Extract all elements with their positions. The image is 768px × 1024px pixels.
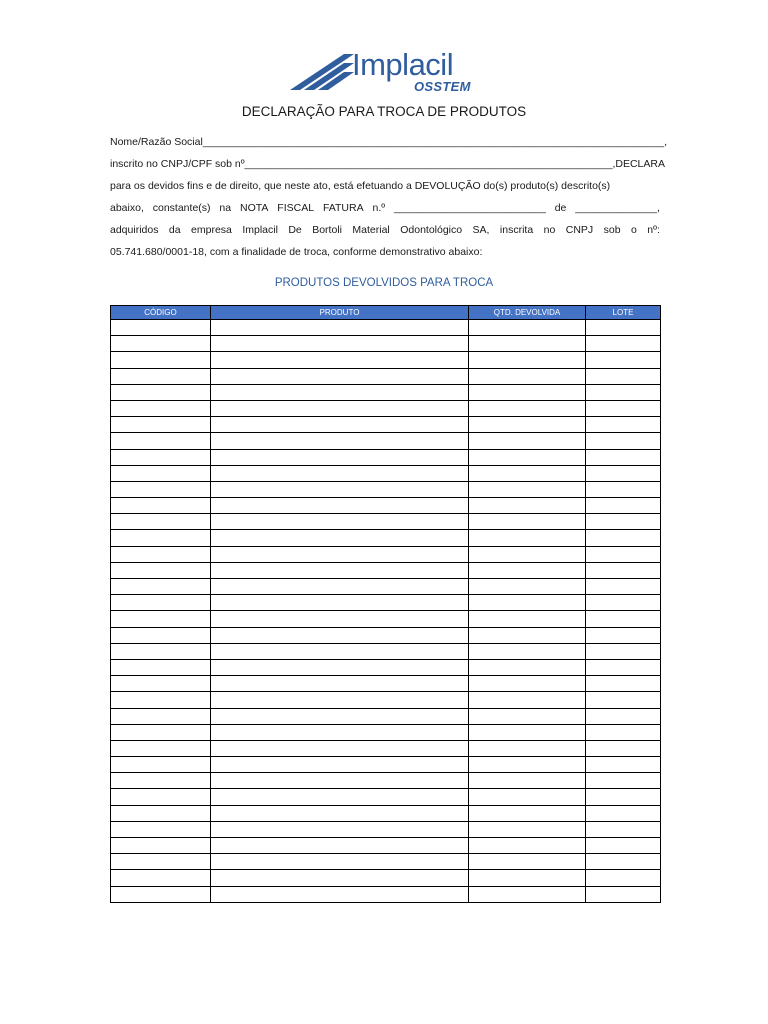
table-cell[interactable] <box>469 740 586 756</box>
table-cell[interactable] <box>586 627 661 643</box>
table-cell[interactable] <box>469 773 586 789</box>
declaration-text: adquiridos <box>110 224 159 236</box>
table-row <box>111 692 661 708</box>
declaration-text: Material <box>352 224 390 236</box>
declaration-text: na <box>219 202 232 214</box>
table-cell[interactable] <box>469 579 586 595</box>
declaration-text: da <box>168 224 181 236</box>
table-cell[interactable] <box>111 708 211 724</box>
declaration-text: inscrita <box>499 224 534 236</box>
table-cell[interactable] <box>586 368 661 384</box>
table-row <box>111 465 661 481</box>
table-cell[interactable] <box>586 838 661 854</box>
declaration-text: inscrito no CNPJ/CPF sob nº_______________________________________________________________,DECLARA <box>110 158 665 170</box>
table-cell[interactable] <box>111 384 211 400</box>
table-cell[interactable] <box>469 320 586 336</box>
table-row <box>111 546 661 562</box>
table-cell[interactable] <box>469 838 586 854</box>
declaration-text: constante(s) <box>152 202 211 214</box>
table-cell[interactable] <box>111 530 211 546</box>
table-row <box>111 854 661 870</box>
table-cell[interactable] <box>586 562 661 578</box>
table-cell[interactable] <box>111 449 211 465</box>
declaration-text: Implacil <box>242 224 278 236</box>
table-row <box>111 724 661 740</box>
declaration-text: FATURA <box>322 202 364 214</box>
declaration-line <box>110 158 665 171</box>
declaration-line <box>110 180 660 193</box>
table-cell[interactable] <box>111 352 211 368</box>
table-cell[interactable] <box>586 659 661 675</box>
table-row <box>111 789 661 805</box>
table-row <box>111 320 661 336</box>
table-row <box>111 498 661 514</box>
table-cell[interactable] <box>469 449 586 465</box>
declaration-line <box>110 136 668 149</box>
table-row <box>111 708 661 724</box>
table-row <box>111 773 661 789</box>
table-cell[interactable] <box>111 595 211 611</box>
table-cell[interactable] <box>211 595 469 611</box>
table-cell[interactable] <box>211 805 469 821</box>
declaration-text: Nome/Razão Social_______________________________________________________________________________, <box>110 136 668 148</box>
table-cell[interactable] <box>111 643 211 659</box>
table-cell[interactable] <box>111 870 211 886</box>
table-row <box>111 886 661 902</box>
table-row <box>111 384 661 400</box>
table-cell[interactable] <box>211 514 469 530</box>
table-cell[interactable] <box>211 611 469 627</box>
table-cell[interactable] <box>469 886 586 902</box>
table-cell[interactable] <box>586 336 661 352</box>
declaration-text: empresa <box>191 224 232 236</box>
table-cell[interactable] <box>469 757 586 773</box>
table-cell[interactable] <box>211 352 469 368</box>
logo-stripes-icon <box>290 50 356 92</box>
table-cell[interactable] <box>586 579 661 595</box>
table-cell[interactable] <box>586 595 661 611</box>
table-cell[interactable] <box>586 546 661 562</box>
table-cell[interactable] <box>111 627 211 643</box>
table-cell[interactable] <box>586 320 661 336</box>
table-row <box>111 400 661 416</box>
table-cell[interactable] <box>211 498 469 514</box>
table-cell[interactable] <box>111 562 211 578</box>
table-cell[interactable] <box>111 740 211 756</box>
table-cell[interactable] <box>469 854 586 870</box>
table-row <box>111 514 661 530</box>
table-cell[interactable] <box>111 659 211 675</box>
table-cell[interactable] <box>211 659 469 675</box>
table-cell[interactable] <box>211 546 469 562</box>
products-table <box>110 305 661 903</box>
table-cell[interactable] <box>111 368 211 384</box>
table-cell[interactable] <box>586 805 661 821</box>
table-cell[interactable] <box>211 724 469 740</box>
table-cell[interactable] <box>586 854 661 870</box>
table-row <box>111 433 661 449</box>
declaration-text: Bortoli <box>312 224 342 236</box>
table-cell[interactable] <box>469 400 586 416</box>
table-row <box>111 740 661 756</box>
table-cell[interactable] <box>211 708 469 724</box>
table-row <box>111 530 661 546</box>
table-cell[interactable] <box>586 870 661 886</box>
table-cell[interactable] <box>211 676 469 692</box>
table-cell[interactable] <box>586 417 661 433</box>
column-header: PRODUTO <box>211 306 469 320</box>
table-cell[interactable] <box>111 400 211 416</box>
table-cell[interactable] <box>111 498 211 514</box>
table-cell[interactable] <box>586 740 661 756</box>
table-cell[interactable] <box>211 627 469 643</box>
table-row <box>111 481 661 497</box>
table-row <box>111 627 661 643</box>
table-cell[interactable] <box>111 320 211 336</box>
table-row <box>111 805 661 821</box>
declaration-line <box>110 202 660 215</box>
table-cell[interactable] <box>586 757 661 773</box>
table-row <box>111 579 661 595</box>
table-cell[interactable] <box>469 627 586 643</box>
table-cell[interactable] <box>211 320 469 336</box>
table-cell[interactable] <box>586 708 661 724</box>
table-cell[interactable] <box>469 417 586 433</box>
declaration-text: nº: <box>647 224 660 236</box>
table-cell[interactable] <box>111 579 211 595</box>
declaration-text: __________________________ <box>393 202 546 214</box>
table-cell[interactable] <box>111 789 211 805</box>
table-cell[interactable] <box>211 886 469 902</box>
table-cell[interactable] <box>586 886 661 902</box>
table-cell[interactable] <box>211 579 469 595</box>
table-row <box>111 838 661 854</box>
declaration-text: Odontológico <box>400 224 463 236</box>
table-cell[interactable] <box>586 465 661 481</box>
table-cell[interactable] <box>586 530 661 546</box>
table-row <box>111 676 661 692</box>
table-row <box>111 643 661 659</box>
table-cell[interactable] <box>586 724 661 740</box>
table-cell[interactable] <box>211 449 469 465</box>
table-cell[interactable] <box>211 336 469 352</box>
logo-sub-text: OSSTEM <box>414 79 471 94</box>
table-cell[interactable] <box>211 838 469 854</box>
table-cell[interactable] <box>586 692 661 708</box>
table-cell[interactable] <box>111 465 211 481</box>
table-cell[interactable] <box>211 481 469 497</box>
table-cell[interactable] <box>586 384 661 400</box>
table-cell[interactable] <box>469 433 586 449</box>
table-cell[interactable] <box>469 481 586 497</box>
table-cell[interactable] <box>111 692 211 708</box>
table-cell[interactable] <box>469 821 586 837</box>
table-cell[interactable] <box>469 659 586 675</box>
table-cell[interactable] <box>586 643 661 659</box>
logo-brand-text: Implacil <box>352 47 454 82</box>
table-cell[interactable] <box>586 676 661 692</box>
declaration-text: para os devidos fins e de direito, que neste ato, está efetuando a DEVOLUÇÃO do(s) produto(s) descrito(s) <box>110 180 611 192</box>
table-row <box>111 368 661 384</box>
table-cell[interactable] <box>111 611 211 627</box>
table-cell[interactable] <box>211 643 469 659</box>
table-cell[interactable] <box>469 498 586 514</box>
table-row <box>111 336 661 352</box>
table-cell[interactable] <box>469 336 586 352</box>
company-logo <box>290 47 480 94</box>
column-header: QTD. DEVOLVIDA <box>469 306 586 320</box>
table-cell[interactable] <box>211 740 469 756</box>
table-cell[interactable] <box>586 433 661 449</box>
table-cell[interactable] <box>211 465 469 481</box>
table-cell[interactable] <box>111 546 211 562</box>
table-row <box>111 611 661 627</box>
table-cell[interactable] <box>469 805 586 821</box>
table-cell[interactable] <box>469 465 586 481</box>
document-title: DECLARAÇÃO PARA TROCA DE PRODUTOS <box>241 104 527 119</box>
table-cell[interactable] <box>111 336 211 352</box>
table-cell[interactable] <box>211 433 469 449</box>
declaration-text: no <box>543 224 556 236</box>
table-cell[interactable] <box>469 611 586 627</box>
table-cell[interactable] <box>111 417 211 433</box>
table-cell[interactable] <box>111 886 211 902</box>
declaration-text: FISCAL <box>277 202 315 214</box>
table-cell[interactable] <box>111 805 211 821</box>
declaration-text: ______________, <box>575 202 660 214</box>
table-cell[interactable] <box>469 546 586 562</box>
table-cell[interactable] <box>111 854 211 870</box>
declaration-line <box>110 246 660 259</box>
declaration-text: n.º <box>372 202 386 214</box>
table-cell[interactable] <box>469 352 586 368</box>
table-row <box>111 449 661 465</box>
table-cell[interactable] <box>211 870 469 886</box>
declaration-text: sob <box>603 224 621 236</box>
table-cell[interactable] <box>586 789 661 805</box>
table-row <box>111 595 661 611</box>
table-cell[interactable] <box>586 400 661 416</box>
table-cell[interactable] <box>469 514 586 530</box>
table-cell[interactable] <box>211 854 469 870</box>
table-header-row <box>111 306 661 320</box>
table-cell[interactable] <box>211 368 469 384</box>
table-cell[interactable] <box>211 530 469 546</box>
table-cell[interactable] <box>211 773 469 789</box>
table-cell[interactable] <box>211 789 469 805</box>
declaration-text: CNPJ <box>565 224 594 236</box>
table-cell[interactable] <box>211 417 469 433</box>
declaration-text: SA, <box>472 224 490 236</box>
declaration-text: 05.741.680/0001-18, com a finalidade de troca, conforme demonstrativo abaixo: <box>110 246 483 258</box>
table-cell[interactable] <box>111 757 211 773</box>
table-cell[interactable] <box>469 643 586 659</box>
table-cell[interactable] <box>586 773 661 789</box>
table-cell[interactable] <box>111 676 211 692</box>
table-row <box>111 417 661 433</box>
table-cell[interactable] <box>586 481 661 497</box>
declaration-text: de <box>554 202 567 214</box>
table-cell[interactable] <box>586 449 661 465</box>
table-cell[interactable] <box>469 562 586 578</box>
table-cell[interactable] <box>586 514 661 530</box>
table-cell[interactable] <box>586 611 661 627</box>
table-cell[interactable] <box>111 821 211 837</box>
table-cell[interactable] <box>469 368 586 384</box>
table-cell[interactable] <box>111 838 211 854</box>
table-cell[interactable] <box>469 530 586 546</box>
table-cell[interactable] <box>111 724 211 740</box>
table-row <box>111 757 661 773</box>
table-cell[interactable] <box>469 676 586 692</box>
table-cell[interactable] <box>211 384 469 400</box>
table-cell[interactable] <box>469 870 586 886</box>
table-cell[interactable] <box>211 821 469 837</box>
column-header: LOTE <box>586 306 661 320</box>
declaration-line <box>110 224 660 237</box>
table-row <box>111 821 661 837</box>
table-cell[interactable] <box>469 692 586 708</box>
table-cell[interactable] <box>211 562 469 578</box>
table-cell[interactable] <box>469 724 586 740</box>
table-cell[interactable] <box>111 481 211 497</box>
table-cell[interactable] <box>111 514 211 530</box>
table-cell[interactable] <box>586 352 661 368</box>
table-cell[interactable] <box>586 498 661 514</box>
table-cell[interactable] <box>111 433 211 449</box>
table-cell[interactable] <box>111 773 211 789</box>
table-cell[interactable] <box>469 789 586 805</box>
table-row <box>111 870 661 886</box>
table-cell[interactable] <box>211 400 469 416</box>
table-cell[interactable] <box>469 384 586 400</box>
column-header: CÓDIGO <box>111 306 211 320</box>
declaration-text: De <box>288 224 302 236</box>
table-cell[interactable] <box>211 757 469 773</box>
section-title: PRODUTOS DEVOLVIDOS PARA TROCA <box>274 277 494 289</box>
table-cell[interactable] <box>211 692 469 708</box>
table-row <box>111 659 661 675</box>
declaration-text: o <box>630 224 637 236</box>
table-cell[interactable] <box>586 821 661 837</box>
table-cell[interactable] <box>469 595 586 611</box>
declaration-text: abaixo, <box>110 202 144 214</box>
table-row <box>111 562 661 578</box>
table-row <box>111 352 661 368</box>
table-cell[interactable] <box>469 708 586 724</box>
declaration-text: NOTA <box>240 202 269 214</box>
